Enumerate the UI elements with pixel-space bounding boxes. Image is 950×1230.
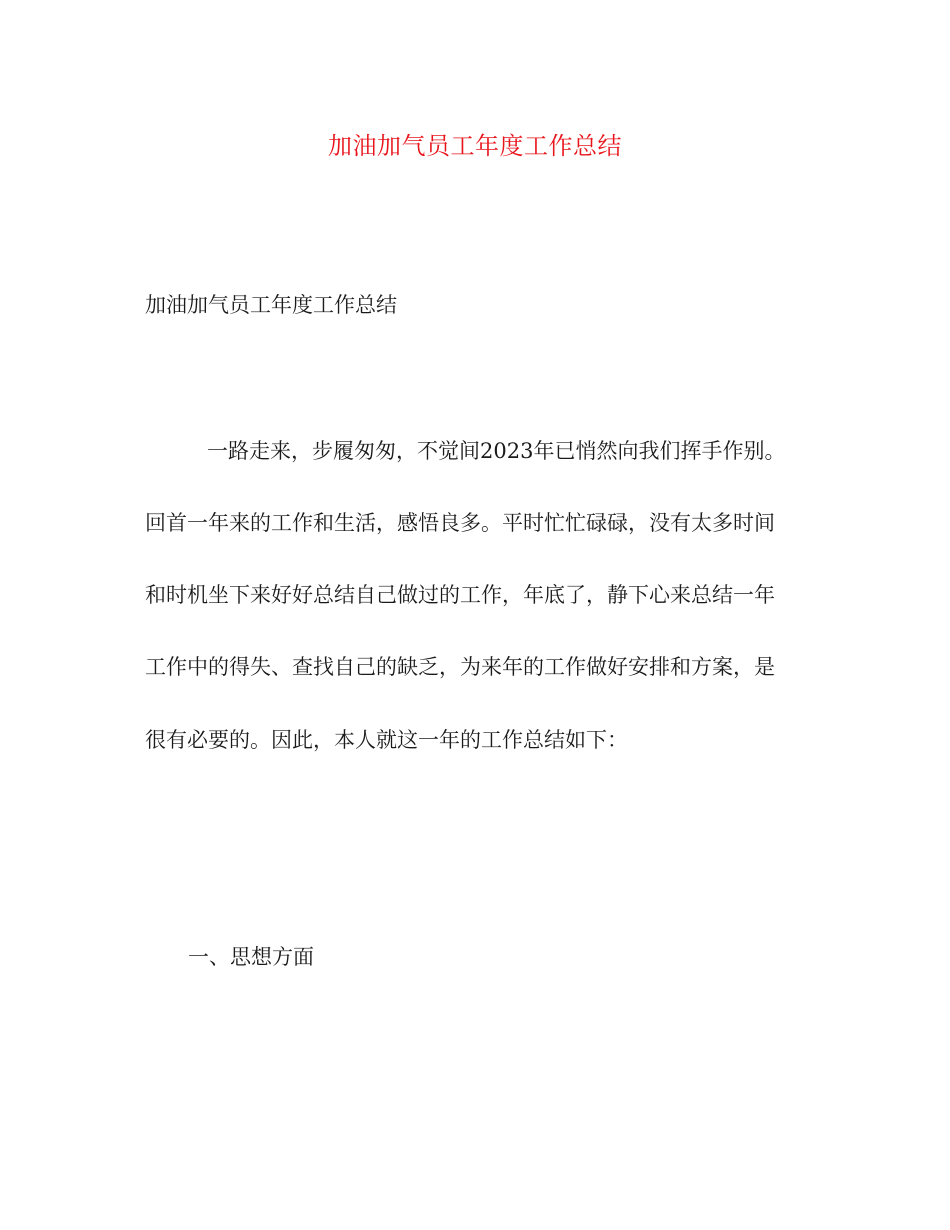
- document-title: 加油加气员工年度工作总结: [328, 132, 622, 160]
- document-subtitle: 加油加气员工年度工作总结: [145, 293, 397, 317]
- intro-paragraph-line: 和时机坐下来好好总结自己做过的工作，年底了，静下心来总结一年: [145, 583, 775, 607]
- intro-paragraph-line: 工作中的得失、查找自己的缺乏，为来年的工作做好安排和方案，是: [145, 655, 775, 679]
- section-heading-thought: 一、思想方面: [188, 945, 314, 969]
- intro-paragraph-line: 一路走来，步履匆匆，不觉间2023年已悄然向我们挥手作别。: [207, 439, 786, 463]
- intro-paragraph-line: 很有必要的。因此，本人就这一年的工作总结如下：: [145, 728, 628, 752]
- intro-paragraph-line: 回首一年来的工作和生活，感悟良多。平时忙忙碌碌，没有太多时间: [145, 511, 775, 535]
